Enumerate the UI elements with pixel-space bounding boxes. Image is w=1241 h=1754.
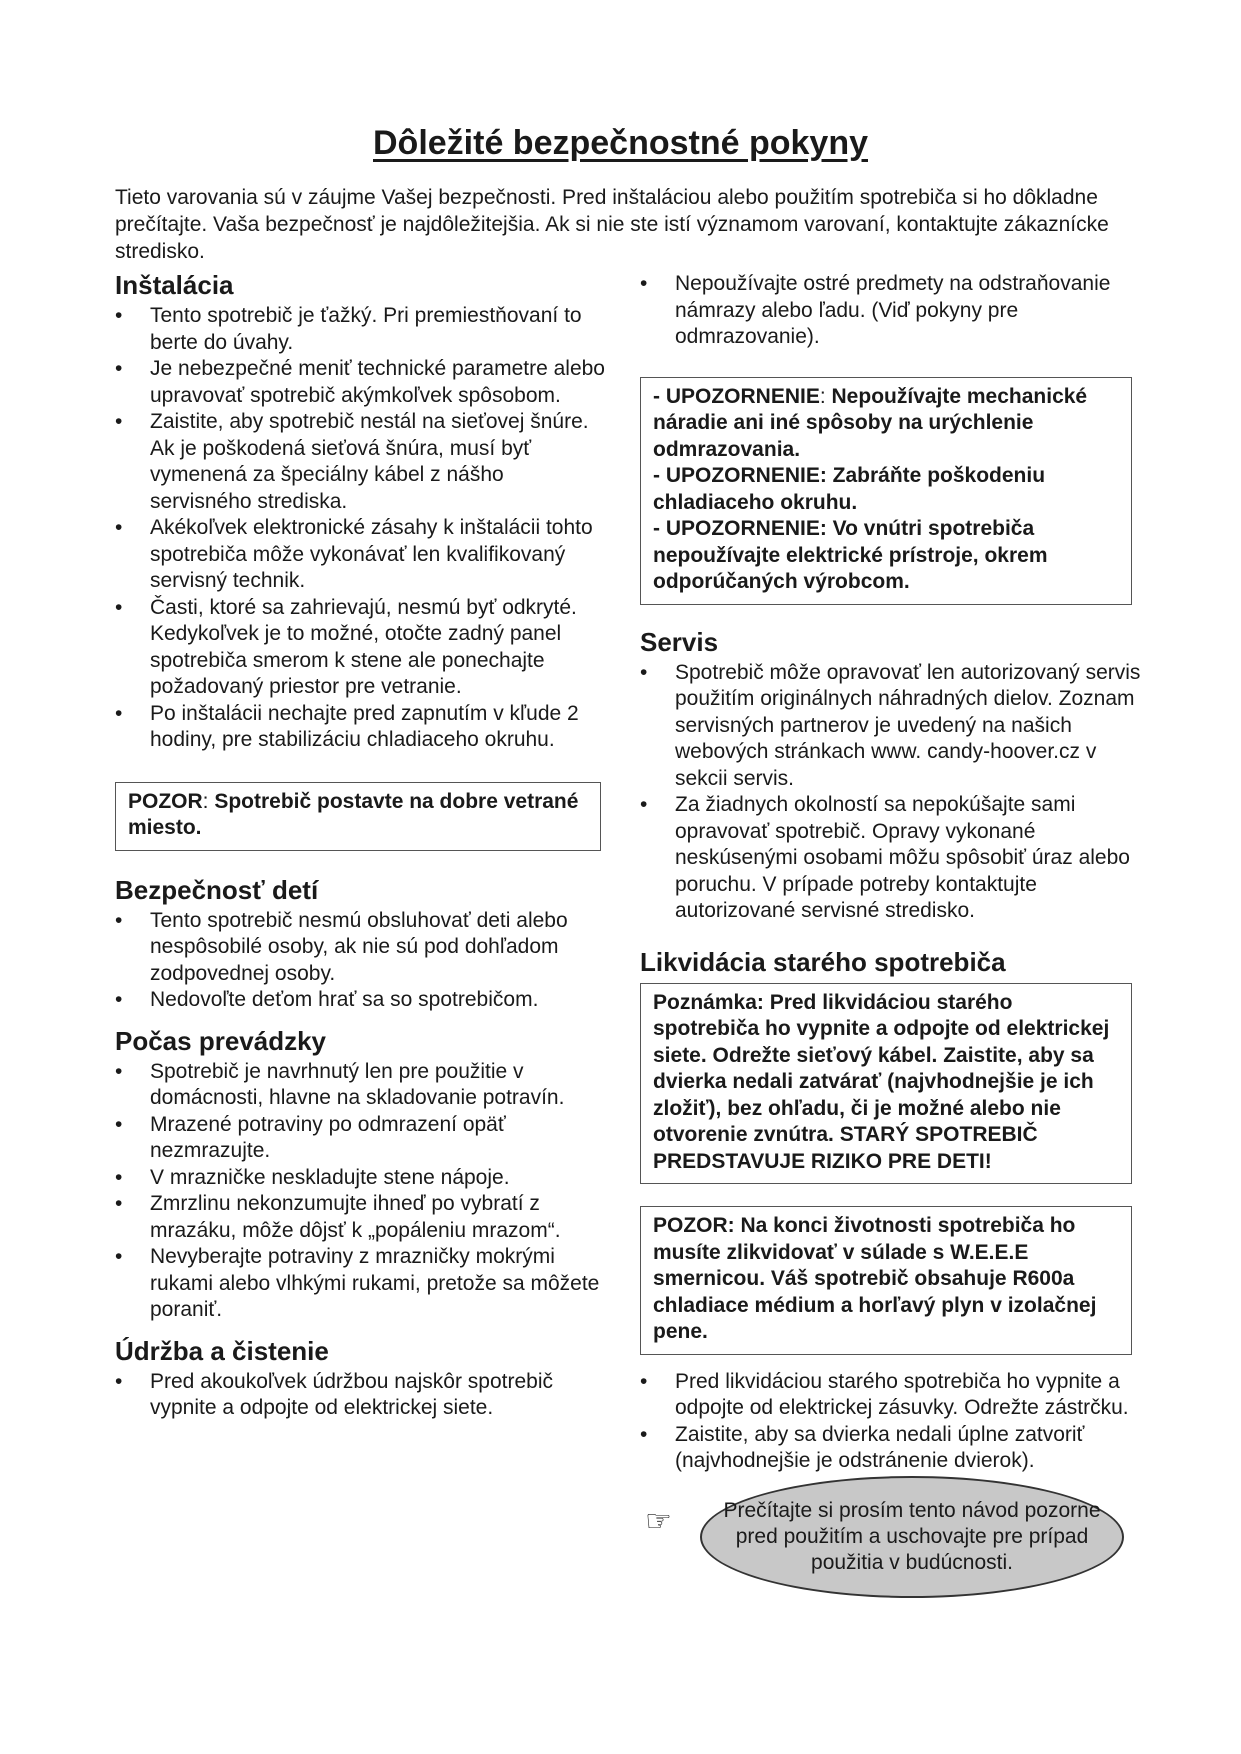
bullet-icon: • [115, 304, 123, 327]
installation-list [115, 303, 605, 754]
maintenance-list [115, 1369, 605, 1422]
installation-section [115, 270, 605, 851]
defrost-warning-3: - UPOZORNENIE: Vo vnútri spotrebiča nepoužívajte elektrické prístroje, okrem odporúčaných výrobcom. [653, 517, 1048, 593]
operation-heading: Počas prevádzky [115, 1025, 327, 1056]
list-item: • Po inštalácii nechajte pred zapnutím v kľude 2 hodiny, pre stabilizáciu chladiaceho okruhu. [115, 701, 579, 751]
defrost-warning-box [640, 377, 1132, 605]
child-safety-list [115, 908, 605, 1014]
list-item: • Časti, ktoré sa zahrievajú, nesmú byť odkryté. Kedykoľvek je to možné, otočte zadný panel spotrebiča smerom k stene ale ponechajte požadovaný priestor pre vetranie. [115, 595, 577, 698]
installation-heading: Inštalácia [115, 270, 234, 300]
bullet-icon: • [640, 1369, 648, 1393]
child-safety-section [115, 875, 605, 1014]
disposal-heading: Likvidácia starého spotrebiča [640, 946, 1006, 977]
list-item: • Tento spotrebič nesmú obsluhovať deti alebo nespôsobilé osoby, ak nie sú pod dohľadom zodpovednej osoby. [115, 908, 568, 985]
bullet-icon: • [115, 1192, 123, 1215]
disposal-list [640, 1369, 1150, 1475]
service-section [640, 627, 1150, 925]
intro-paragraph: Tieto varovania sú v záujme Vašej bezpečnosti. Pred inštaláciou alebo použitím spotrebiča si ho dôkladne prečítajte. Vaša bezpečnosť je najdôležitejšia. Ak si nie ste istí významom varovaní, kontaktujte zákaznícke stredisko. [115, 186, 1109, 263]
bullet-icon: • [115, 1245, 123, 1268]
bullet-icon: • [115, 1059, 123, 1083]
reminder-text: Prečítajte si prosím tento návod pozorne pred použitím a uschovajte pre prípad použitia v budúcnosti. [723, 1499, 1101, 1574]
list-item: • Zaistite, aby spotrebič nestál na sieťovej šnúre. Ak je poškodená sieťová šnúra, musí byť vymenená za špeciálny kábel z nášho servisného strediska. [115, 410, 589, 513]
right-column [640, 271, 1150, 1475]
list-item: • Nedovoľte deťom hrať sa so spotrebičom. [115, 987, 605, 1014]
bullet-icon: • [640, 660, 648, 684]
warning-text: Spotrebič postavte na dobre vetrané miesto. [128, 789, 579, 839]
bullet-icon: • [115, 410, 123, 433]
disposal-note-box: Poznámka: Pred likvidáciou starého spotrebiča ho vypnite a odpojte od elektrickej siete. Odrežte sieťový kábel. Zaistite, aby sa dvierka nedali zatvárať (najvhodnejšie je ich zložiť), bez ohľadu, či je možné alebo nie otvorenie zvnútra. STARÝ SPOTREBIČ PREDSTAVUJE RIZIKO PRE DETI! [640, 983, 1132, 1185]
page-title: Dôležité bezpečnostné pokyny [373, 124, 868, 162]
left-column [115, 270, 605, 1422]
bullet-icon: • [640, 1422, 648, 1446]
maintenance-section [115, 1336, 605, 1422]
warning-label: POZOR [128, 789, 203, 813]
list-item: • Nevyberajte potraviny z mrazničky mokrými rukami alebo vlhkými rukami, pretože sa môžete poraniť. [115, 1245, 600, 1321]
list-item: • Akékoľvek elektronické zásahy k inštalácii tohto spotrebiča môže vykonávať len kvalifikovaný servisný technik. [115, 516, 593, 592]
service-list [640, 660, 1150, 925]
list-item: • Zmrzlinu nekonzumujte ihneď po vybratí z mrazáku, môže dôjsť k „popáleniu mrazom“. [115, 1192, 561, 1242]
list-item: • Spotrebič môže opravovať len autorizovaný servis použitím originálnych náhradných dielov. Zoznam servisných partnerov je uvedený na našich webových stránkach www. candy-hoover.cz v sekcii servis. [640, 660, 1141, 790]
operation-list [115, 1059, 605, 1324]
bullet-icon: • [115, 516, 123, 539]
bullet-icon: • [115, 908, 123, 932]
bullet-icon: • [115, 701, 123, 725]
weee-warning-box: POZOR: Na konci životnosti spotrebiča ho musíte zlikvidovať v súlade s W.E.E.E smernicou. Váš spotrebič obsahuje R600a chladiace médium a horľavý plyn v izolačnej pene. [640, 1206, 1132, 1355]
list-item: • Zaistite, aby sa dvierka nedali úplne zatvoriť (najvhodnejšie je odstránenie dvierok). [640, 1422, 1085, 1472]
list-item: • Je nebezpečné meniť technické parametre alebo upravovať spotrebič akýmkoľvek spôsobom. [115, 357, 605, 407]
operation-section [115, 1026, 605, 1324]
list-item: • Pred akoukoľvek údržbou najskôr spotrebič vypnite a odpojte od elektrickej siete. [115, 1369, 554, 1419]
list-item: • Tento spotrebič je ťažký. Pri premiestňovaní to berte do úvahy. [115, 304, 582, 354]
bullet-icon: • [640, 793, 648, 816]
ventilation-warning-box: POZOR: Spotrebič postavte na dobre vetrané miesto. [115, 782, 601, 851]
reminder-callout [645, 1476, 1125, 1596]
reminder-oval [700, 1476, 1124, 1598]
list-item: • Pred likvidáciou starého spotrebiča ho vypnite a odpojte od elektrickej zásuvky. Odrežte zástrčku. [640, 1369, 1129, 1419]
pointing-hand-icon: ☞ [645, 1505, 672, 1538]
bullet-icon: • [115, 1112, 123, 1136]
service-heading: Servis [640, 626, 719, 657]
bullet-icon: • [640, 272, 648, 295]
bullet-icon: • [115, 1165, 123, 1189]
maintenance-heading: Údržba a čistenie [115, 1335, 329, 1366]
child-safety-heading: Bezpečnosť detí [115, 874, 319, 905]
list-item: • Nepoužívajte ostré predmety na odstraňovanie námrazy alebo ľadu. (Viď pokyny pre odmrazovanie). [640, 272, 1111, 348]
bullet-icon: • [115, 595, 123, 619]
bullet-icon: • [115, 357, 123, 380]
bullet-icon: • [115, 1369, 123, 1393]
list-item: • Spotrebič je navrhnutý len pre použitie v domácnosti, hlavne na skladovanie potravín. [115, 1059, 565, 1109]
list-item: • Mrazené potraviny po odmrazení opäť nezmrazujte. [115, 1112, 506, 1162]
defrost-warning-2: - UPOZORNENIE: Zabráňte poškodeniu chladiaceho okruhu. [653, 464, 1046, 514]
defrost-list [640, 271, 1150, 351]
disposal-section [640, 947, 1150, 1475]
defrost-warning-1: - UPOZORNENIE: Nepoužívajte mechanické náradie ani iné spôsoby na urýchlenie odmrazovania. [653, 384, 1088, 461]
list-item: • Za žiadnych okolností sa nepokúšajte sami opravovať spotrebič. Opravy vykonané neskúsenými osobami môžu spôsobiť úraz alebo poruchu. V prípade potreby kontaktujte autorizované servisné stredisko. [640, 793, 1130, 922]
bullet-icon: • [115, 988, 123, 1011]
list-item: • V mrazničke neskladujte stene nápoje. [115, 1165, 605, 1192]
